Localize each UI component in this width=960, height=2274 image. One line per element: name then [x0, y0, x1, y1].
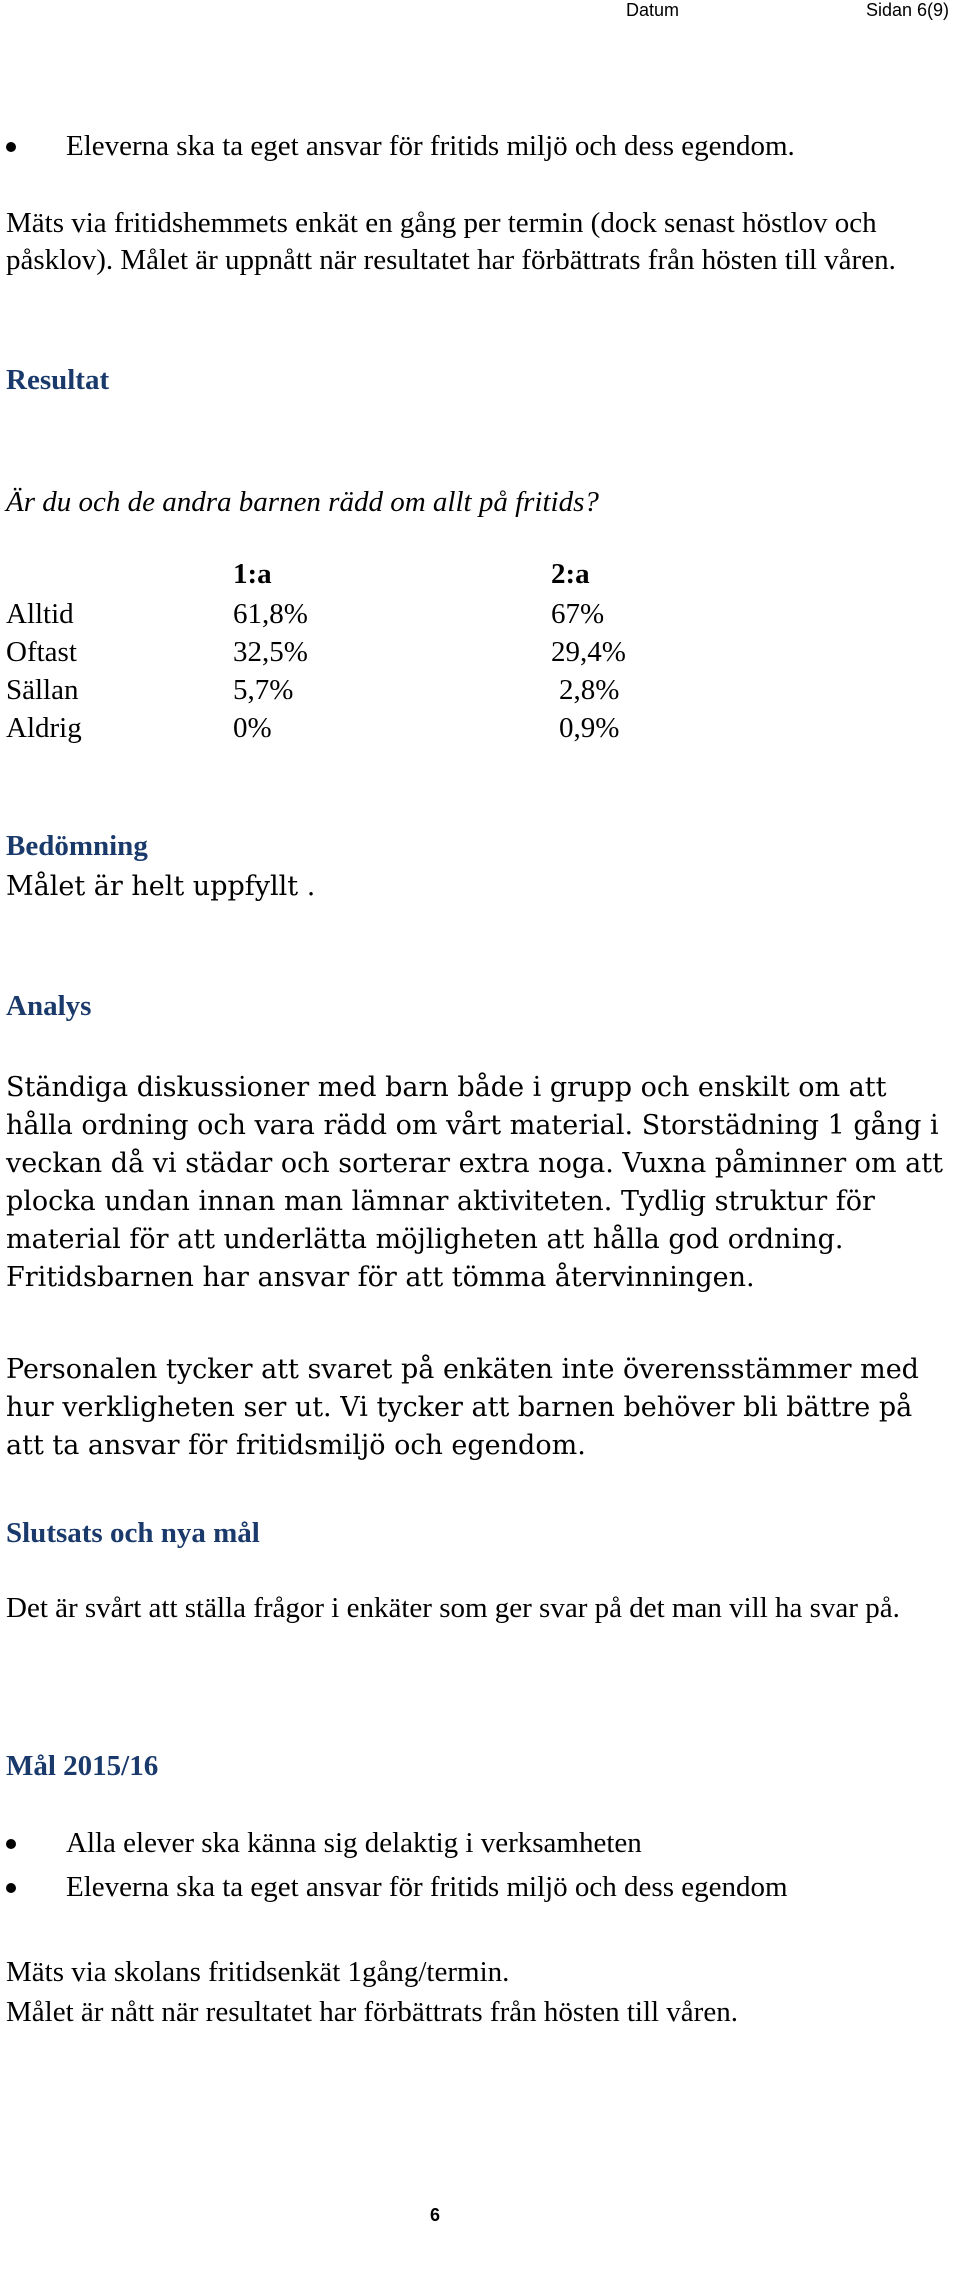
bedomning-heading: Bedömning [6, 830, 148, 862]
resultat-heading: Resultat [6, 364, 110, 396]
table-row [6, 710, 706, 746]
row-value-1: 32,5% [233, 636, 308, 668]
column-header-1: 1:a [233, 558, 272, 590]
survey-question: Är du och de andra barnen rädd om allt på fritids? [6, 486, 599, 518]
header-date: Datum [626, 0, 680, 20]
mal-heading: Mål 2015/16 [6, 1750, 159, 1782]
row-value-2: 29,4% [551, 636, 626, 668]
slutsats-text: Det är svårt att ställa frågor i enkäter som ger svar på det man vill ha svar på. [6, 1592, 900, 1624]
row-value-2: 2,8% [559, 674, 620, 706]
row-label: Aldrig [6, 712, 82, 744]
column-header-2: 2:a [551, 558, 590, 590]
row-value-1: 61,8% [233, 598, 308, 630]
analys-paragraph-2: Personalen tycker att svaret på enkäten inte överensstämmer med hur verkligheten ser ut. Vi tycker att barnen behöver bli bättre på att ta ansvar för fritidsmiljö och egendom. [6, 1354, 919, 1461]
row-value-1: 0% [233, 712, 272, 744]
analys-heading: Analys [6, 990, 92, 1022]
bedomning-text: Målet är helt uppfyllt . [6, 871, 316, 902]
table-row [6, 634, 706, 670]
row-label: Alltid [6, 598, 74, 630]
row-value-2: 67% [551, 598, 605, 630]
mats-line: Mäts via skolans fritidsenkät 1gång/termin. [6, 1956, 510, 1988]
bullet-icon [6, 1839, 16, 1849]
goal-bullet: Alla elever ska känna sig delaktig i verksamheten [66, 1827, 642, 1859]
row-label: Sällan [6, 674, 79, 706]
bullet-icon [6, 142, 16, 152]
row-label: Oftast [6, 636, 77, 668]
row-value-2: 0,9% [559, 712, 620, 744]
table-row [6, 596, 706, 632]
goal-bullet: Eleverna ska ta eget ansvar för fritids miljö och dess egendom [66, 1871, 788, 1903]
goal-bullet: Eleverna ska ta eget ansvar för fritids miljö och dess egendom. [66, 130, 795, 162]
slutsats-heading: Slutsats och nya mål [6, 1517, 260, 1549]
bullet-icon [6, 1883, 16, 1893]
header-page: Sidan 6(9) [866, 0, 950, 20]
table-header [6, 556, 706, 592]
intro-paragraph: Mäts via fritidshemmets enkät en gång per termin (dock senast höstlov och påsklov). Målet är uppnått när resultatet har förbättrats från hösten till våren. [6, 207, 896, 276]
row-value-1: 5,7% [233, 674, 294, 706]
table-row [6, 672, 706, 708]
analys-paragraph-1: Ständiga diskussioner med barn både i grupp och enskilt om att hålla ordning och vara rädd om vårt material. Storstädning 1 gång i veckan då vi städar och sorterar extra noga. Vuxna påminner om att plocka undan innan man lämnar aktiviteten. Tydlig struktur för material för att underlätta möjligheten att hålla god ordning. Fritidsbarnen har ansvar för att tömma återvinningen. [6, 1072, 943, 1293]
page-number: 6 [430, 2205, 441, 2225]
malet-line: Målet är nått när resultatet har förbättrats från hösten till våren. [6, 1996, 738, 2028]
